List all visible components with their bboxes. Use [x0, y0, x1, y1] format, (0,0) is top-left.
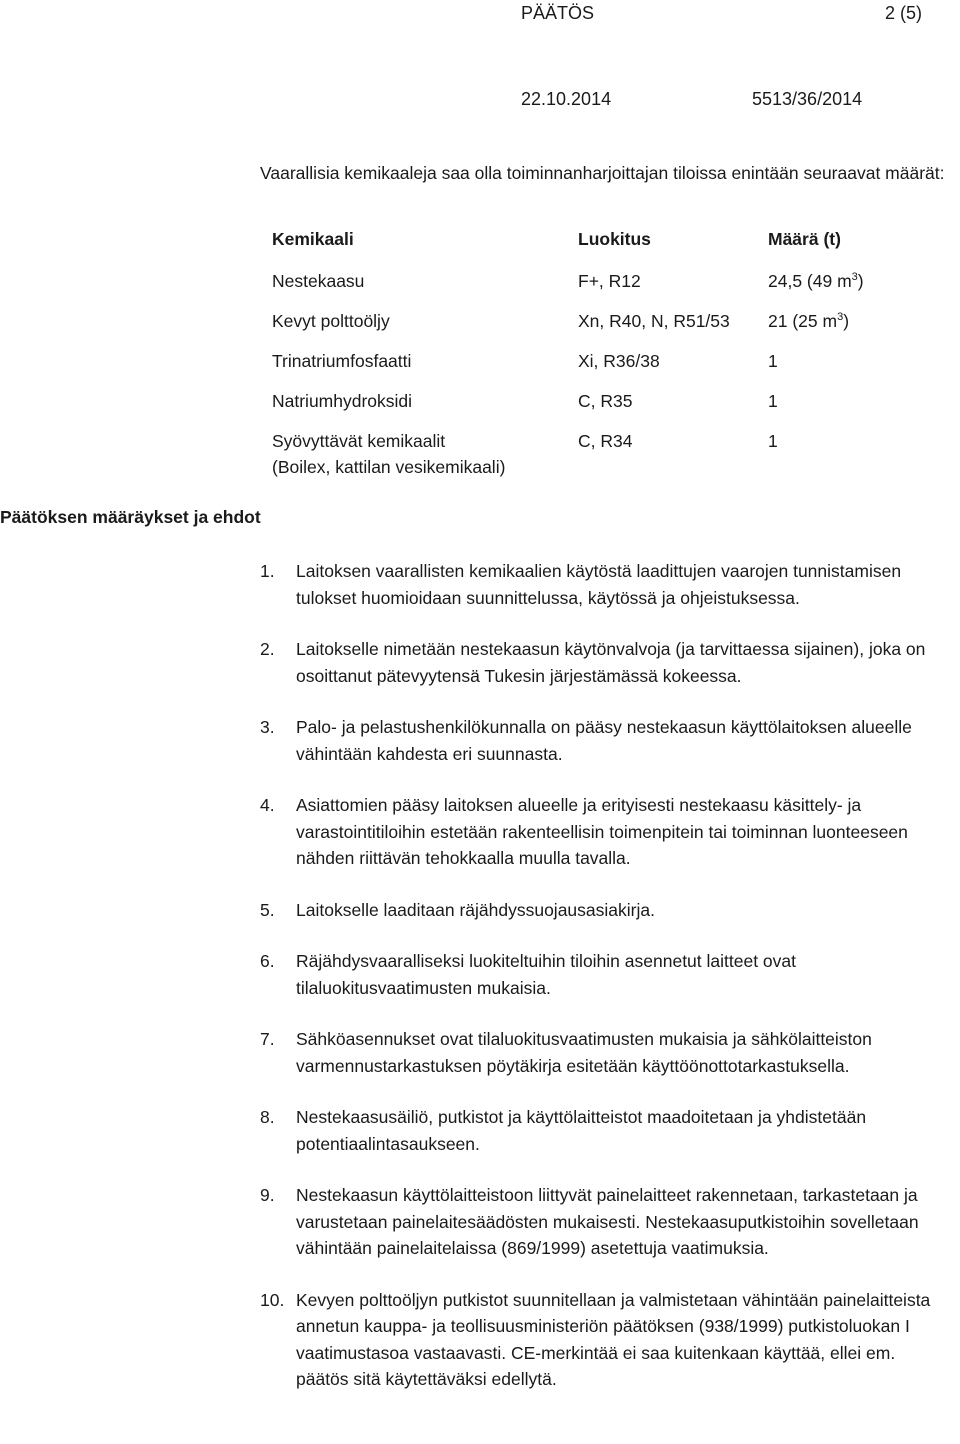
chemical-name	[272, 428, 562, 480]
section-label: Päätöksen määräykset ja ehdot	[0, 507, 261, 527]
condition-item	[260, 792, 952, 872]
document-reference: 5513/36/2014	[752, 89, 863, 109]
chemical-classification: C, R35	[578, 391, 633, 411]
amount-value: 21 (25 m	[768, 311, 838, 331]
condition-item	[260, 897, 952, 924]
condition-number: 4.	[260, 795, 275, 815]
chemical-amount: 1	[768, 351, 778, 371]
table-header-row	[272, 226, 912, 268]
chemical-name-line: Syövyttävät kemikaalit	[272, 431, 446, 451]
chemical-classification: C, R34	[578, 431, 633, 451]
condition-number: 3.	[260, 717, 275, 737]
chemical-classification: F+, R12	[578, 271, 641, 291]
condition-text: Nestekaasusäiliö, putkistot ja käyttölaitteistot maadoitetaan ja yhdistetään potentiaalintasaukseen.	[296, 1107, 867, 1154]
table-row	[272, 308, 912, 348]
amount-tail: )	[857, 271, 864, 291]
chemical-amount: 1	[768, 391, 778, 411]
intro-paragraph: Vaarallisia kemikaaleja saa olla toiminnanharjoittajan tiloissa enintään seuraavat määrät:	[260, 163, 945, 183]
column-header-classification: Luokitus	[578, 229, 651, 249]
condition-item	[260, 636, 952, 689]
condition-number: 6.	[260, 951, 275, 971]
conditions-list	[260, 558, 952, 1418]
chemicals-table	[272, 226, 912, 488]
chemical-name: Trinatriumfosfaatti	[272, 351, 412, 371]
chemical-amount	[768, 308, 918, 334]
chemical-name: Kevyt polttoöljy	[272, 311, 390, 331]
condition-number: 10.	[260, 1289, 285, 1310]
table-row	[272, 388, 912, 428]
condition-item	[260, 1104, 952, 1157]
chemical-name: Natriumhydroksidi	[272, 391, 413, 411]
chemical-name: Nestekaasu	[272, 271, 365, 291]
document-date: 22.10.2014	[521, 89, 612, 109]
condition-item	[260, 1182, 952, 1262]
condition-text: Palo- ja pelastushenkilökunnalla on pääsy nestekaasun käyttölaitoksen alueelle vähintään kahdesta eri suunnasta.	[296, 717, 912, 764]
condition-item	[260, 1026, 952, 1079]
condition-item	[260, 714, 952, 767]
condition-number: 8.	[260, 1107, 275, 1127]
amount-superscript: 3	[851, 271, 858, 284]
chemical-classification: Xn, R40, N, R51/53	[578, 311, 730, 331]
condition-number: 7.	[260, 1029, 275, 1049]
column-header-amount: Määrä (t)	[768, 229, 841, 249]
condition-item	[260, 948, 952, 1001]
condition-text: Asiattomien pääsy laitoksen alueelle ja erityisesti nestekaasu käsittely- ja varastointitiloihin estetään rakenteellisin toimenpitein tai toiminnan luonteeseen nähden riittävän tehokkaalla muulla tavalla.	[296, 795, 908, 868]
condition-number: 9.	[260, 1185, 275, 1205]
condition-text: Sähköasennukset ovat tilaluokitusvaatimusten mukaisia ja sähkölaitteiston varmennustarkastuksen pöytäkirja esitetään käyttöönottotarkastuksella.	[296, 1029, 872, 1076]
condition-text: Nestekaasun käyttölaitteistoon liittyvät painelaitteet rakennetaan, tarkastetaan ja varustetaan painelaitesäädösten mukaisesti. Nestekaasuputkistoihin sovelletaan vähintään painelaitelaissa (869/1999) asetettuja vaatimuksia.	[296, 1185, 919, 1258]
condition-text: Laitokselle laaditaan räjähdyssuojausasiakirja.	[296, 899, 655, 920]
table-row	[272, 428, 912, 488]
condition-text: Laitokselle nimetään nestekaasun käytönvalvoja (ja tarvittaessa sijainen), joka on osoittanut pätevyytensä Tukesin järjestämässä kokeessa.	[296, 639, 926, 686]
condition-text: Laitoksen vaarallisten kemikaalien käytöstä laadittujen vaarojen tunnistamisen tulokset huomioidaan suunnittelussa, käytössä ja ohjeistuksessa.	[296, 561, 902, 608]
condition-text: Kevyen polttoöljyn putkistot suunnitellaan ja valmistetaan vähintään painelaitteista annetun kauppa- ja teollisuusministeriön päätöksen (938/1999) putkistoluokan I vaatimustasoa vastaavasti. CE-merkintää ei saa kuitenkaan käyttää, ellei em. päätös sitä käytettäväksi edellytä.	[296, 1289, 931, 1389]
chemical-classification: Xi, R36/38	[578, 351, 660, 371]
condition-number: 1.	[260, 561, 275, 581]
chemical-amount: 1	[768, 431, 778, 451]
chemical-name-line: (Boilex, kattilan vesikemikaali)	[272, 457, 506, 477]
condition-item	[260, 558, 952, 611]
document-type: PÄÄTÖS	[521, 3, 595, 23]
amount-tail: )	[843, 311, 850, 331]
condition-number: 2.	[260, 639, 275, 659]
condition-text: Räjähdysvaaralliseksi luokiteltuihin tiloihin asennetut laitteet ovat tilaluokitusvaatimusten mukaisia.	[296, 951, 797, 998]
table-row	[272, 268, 912, 308]
page-number: 2 (5)	[885, 3, 923, 23]
condition-item	[260, 1287, 952, 1393]
table-row	[272, 348, 912, 388]
column-header-chemical: Kemikaali	[272, 229, 354, 249]
chemical-amount	[768, 268, 918, 294]
amount-superscript: 3	[837, 311, 844, 324]
amount-value: 24,5 (49 m	[768, 271, 852, 291]
condition-number: 5.	[260, 899, 275, 920]
